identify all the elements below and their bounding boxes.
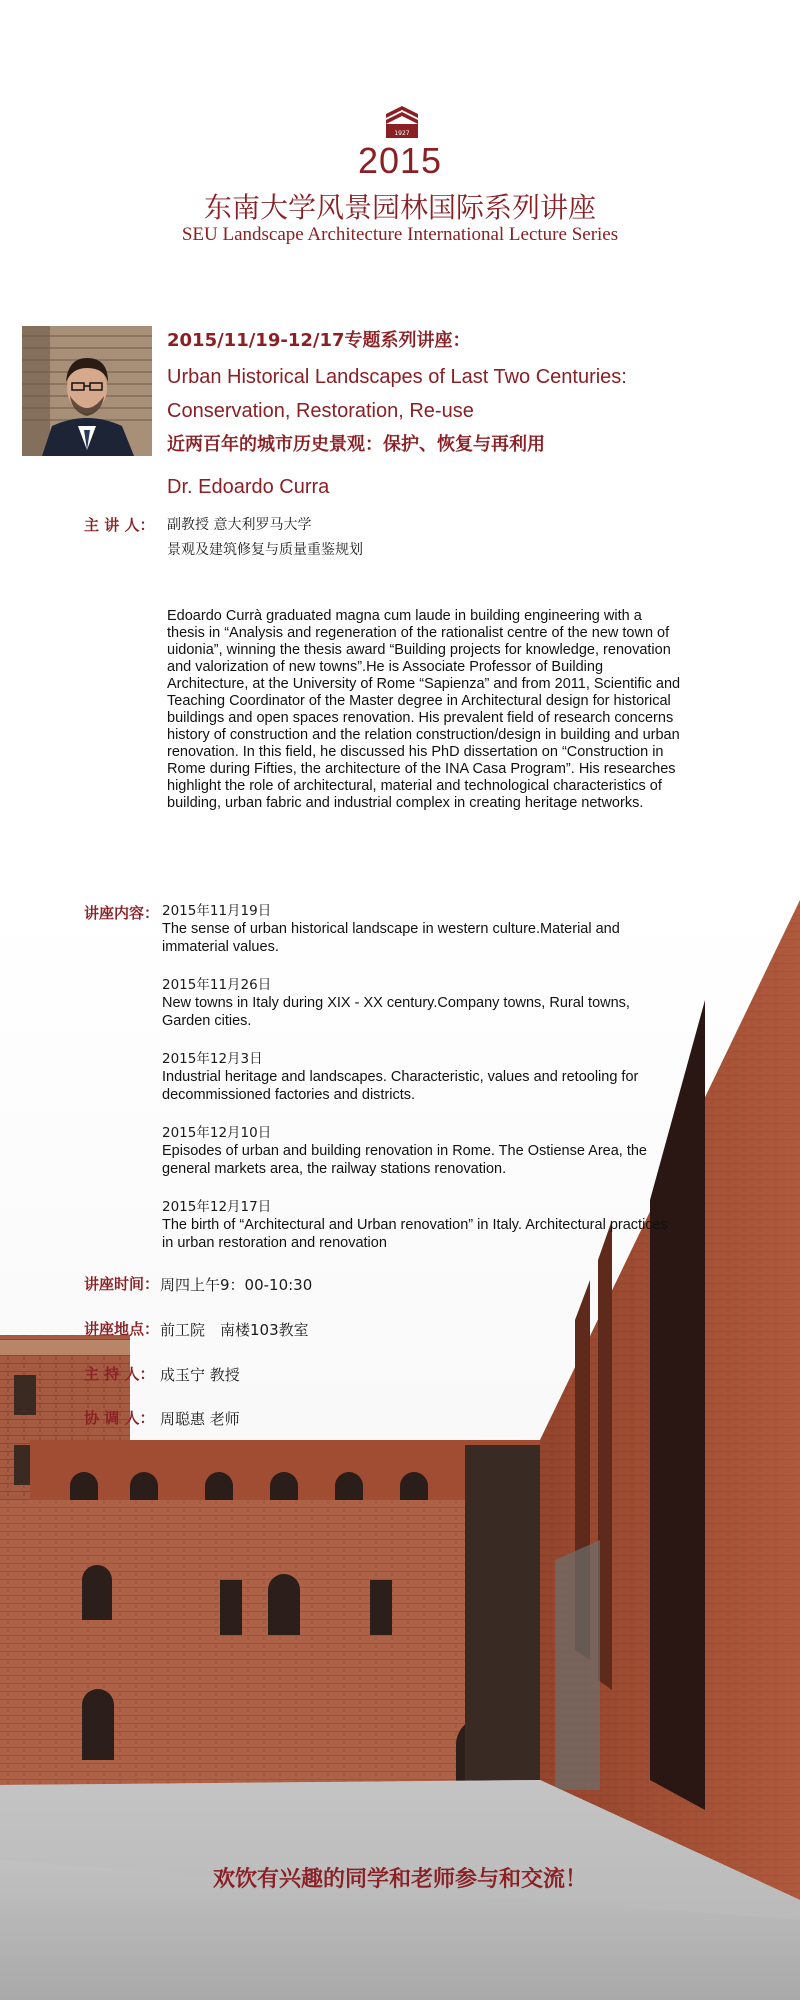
series-title-cn: 东南大学风景园林国际系列讲座 [203, 191, 596, 224]
session-date: 2015年12月10日 [162, 1125, 272, 1141]
session-item [162, 976, 682, 1030]
place-value: 前工院 南楼103教室 [160, 1321, 309, 1339]
session-topic: The birth of “Architectural and Urban renovation” in Italy. Architectural practices in urban restoration and renovation [162, 1217, 668, 1251]
session-topic: The sense of urban historical landscape in western culture.Material and immaterial values. [162, 921, 620, 955]
session-topic: Episodes of urban and building renovation in Rome. The Ostiense Area, the general markets area, the railway stations renovation. [162, 1143, 647, 1177]
session-item [162, 1124, 682, 1178]
host-label: 主 持 人： [84, 1365, 155, 1383]
speaker-name: Dr. Edoardo Curra [167, 476, 330, 498]
speaker-portrait [22, 326, 152, 456]
lecture-title-en [167, 360, 727, 428]
coordinator-label: 协 调 人： [84, 1409, 155, 1427]
session-topic: Industrial heritage and landscapes. Characteristic, values and retooling for decommissioned factories and districts. [162, 1069, 639, 1103]
content-label: 讲座内容： [84, 904, 160, 922]
session-date: 2015年12月17日 [162, 1199, 272, 1215]
session-item [162, 1050, 682, 1104]
speaker-bio: Edoardo Currà graduated magna cum laude in building engineering with a thesis in “Analysis and regeneration of the rationalist centre of the new town of uidonia”, winning the thesis award “Building projects for knowledge, renovation and valorization of new towns”.He is Associate Professor of Building Architecture, at the University of Rome “Sapienza” and from 2011, Scientific and Teaching Coordinator of the Master degree in Architectural design for historical buildings and open spaces renovation. His prevalent field of research concerns history of construction and the relation construction/design in building and urban renovation. In this field, he discussed his PhD dissertation on “Construction in Rome during Fifties, the architecture of the INA Casa Program”. His researches highlight the role of architectural, material and technological characteristics of building, urban fabric and industrial complex in creating heritage networks. [167, 608, 681, 811]
lecture-date: 2015/11/19-12/17专题系列讲座： [167, 330, 471, 351]
session-item [162, 902, 682, 956]
session-topic: New towns in Italy during XIX - XX century.Company towns, Rural towns, Garden cities. [162, 995, 630, 1029]
svg-text:1927: 1927 [394, 130, 410, 137]
series-title-en: SEU Landscape Architecture International Lecture Series [181, 224, 619, 245]
session-date: 2015年12月3日 [162, 1051, 263, 1067]
lecture-title-cn: 近两百年的城市历史景观：保护、恢复与再利用 [167, 434, 545, 455]
session-date: 2015年11月26日 [162, 977, 272, 993]
speaker-label: 主 讲 人： [84, 516, 155, 534]
session-item [162, 1198, 682, 1252]
time-label: 讲座时间： [84, 1275, 160, 1293]
coordinator-value: 周聪惠 老师 [160, 1410, 240, 1428]
header-year: 2015 [357, 140, 443, 181]
seu-logo-icon [384, 104, 420, 140]
speaker-field: 景观及建筑修复与质量重鉴规划 [167, 542, 363, 558]
place-label: 讲座地点： [84, 1320, 160, 1338]
lecture-title-en-line2: Conservation, Restoration, Re-use [167, 400, 474, 422]
session-date: 2015年11月19日 [162, 903, 272, 919]
welcome-message: 欢饮有兴趣的同学和老师参与和交流！ [212, 1867, 587, 1892]
lecture-title-en-line1: Urban Historical Landscapes of Last Two Centuries: [167, 366, 627, 388]
time-value: 周四上午9：00-10:30 [160, 1276, 313, 1294]
speaker-title: 副教授 意大利罗马大学 [167, 517, 312, 533]
host-value: 成玉宁 教授 [160, 1366, 240, 1384]
session-list [162, 902, 682, 1272]
